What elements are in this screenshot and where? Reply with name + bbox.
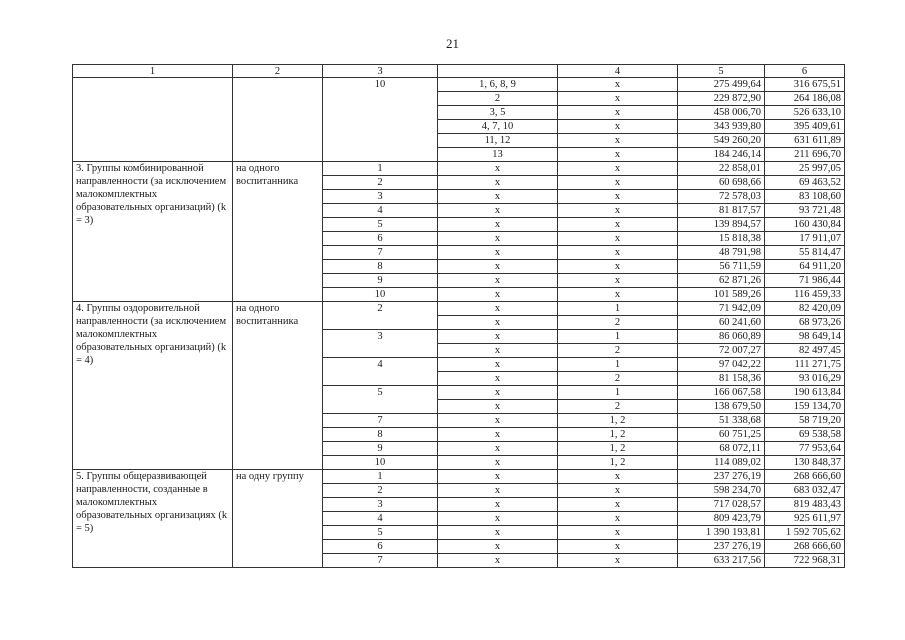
col4-cell: x: [558, 512, 678, 526]
table-row: [73, 162, 845, 176]
col5-value: 717 028,57: [678, 498, 765, 512]
subgroup-cell: x: [438, 162, 558, 176]
col6-value: 925 611,97: [765, 512, 845, 526]
level-cell: 8: [323, 428, 438, 442]
group-name-cell: [73, 78, 233, 162]
subgroup-cell: x: [438, 176, 558, 190]
header-cell-2: 2: [233, 65, 323, 78]
col6-value: 98 649,14: [765, 330, 845, 344]
level-cell: 9: [323, 274, 438, 288]
col4-cell: 1, 2: [558, 456, 678, 470]
col6-value: 83 108,60: [765, 190, 845, 204]
header-cell-1: 1: [73, 65, 233, 78]
subgroup-cell: x: [438, 386, 558, 400]
col4-cell: 2: [558, 400, 678, 414]
col5-value: 275 499,64: [678, 78, 765, 92]
col5-value: 114 089,02: [678, 456, 765, 470]
subgroup-cell: 11, 12: [438, 134, 558, 148]
col6-value: 25 997,05: [765, 162, 845, 176]
col5-value: 1 390 193,81: [678, 526, 765, 540]
header-cell-4: 4: [558, 65, 678, 78]
col6-value: 130 848,37: [765, 456, 845, 470]
subgroup-cell: 2: [438, 92, 558, 106]
subgroup-cell: x: [438, 428, 558, 442]
col6-value: 69 538,58: [765, 428, 845, 442]
table-row: [73, 78, 845, 92]
subgroup-cell: x: [438, 190, 558, 204]
page-number: 21: [446, 36, 459, 51]
col5-value: 343 939,80: [678, 120, 765, 134]
level-cell: 4: [323, 204, 438, 218]
subgroup-cell: x: [438, 344, 558, 358]
col6-value: 58 719,20: [765, 414, 845, 428]
unit-cell: на одного воспитанника: [233, 162, 323, 302]
unit-cell: на одного воспитанника: [233, 302, 323, 470]
col5-value: 184 246,14: [678, 148, 765, 162]
subgroup-cell: 4, 7, 10: [438, 120, 558, 134]
col6-value: 526 633,10: [765, 106, 845, 120]
level-cell: 2: [323, 302, 438, 330]
col5-value: 60 241,60: [678, 316, 765, 330]
level-cell: 5: [323, 386, 438, 414]
col5-value: 60 698,66: [678, 176, 765, 190]
subgroup-cell: x: [438, 218, 558, 232]
col5-value: 86 060,89: [678, 330, 765, 344]
group-name-cell: 5. Группы общеразвивающей направленности, созданные в малокомплектных образовательных организациях (k = 5): [73, 470, 233, 568]
col5-value: 237 276,19: [678, 470, 765, 484]
col6-value: 159 134,70: [765, 400, 845, 414]
col4-cell: x: [558, 134, 678, 148]
subgroup-cell: x: [438, 246, 558, 260]
col4-cell: 2: [558, 372, 678, 386]
col5-value: 15 818,38: [678, 232, 765, 246]
col4-cell: x: [558, 120, 678, 134]
col4-cell: 1: [558, 330, 678, 344]
subgroup-cell: x: [438, 512, 558, 526]
subgroup-cell: x: [438, 372, 558, 386]
col5-value: 633 217,56: [678, 554, 765, 568]
col6-value: 55 814,47: [765, 246, 845, 260]
col6-value: 316 675,51: [765, 78, 845, 92]
subgroup-cell: x: [438, 288, 558, 302]
col5-value: 229 872,90: [678, 92, 765, 106]
table-row: [73, 302, 845, 316]
col4-cell: x: [558, 106, 678, 120]
col5-value: 549 260,20: [678, 134, 765, 148]
col6-value: 160 430,84: [765, 218, 845, 232]
table-body: [73, 65, 845, 568]
col4-cell: x: [558, 484, 678, 498]
col4-cell: 1: [558, 358, 678, 372]
level-cell: 7: [323, 414, 438, 428]
col5-value: 101 589,26: [678, 288, 765, 302]
col4-cell: 1: [558, 302, 678, 316]
col5-value: 72 578,03: [678, 190, 765, 204]
col4-cell: 1, 2: [558, 414, 678, 428]
col6-value: 268 666,60: [765, 540, 845, 554]
col6-value: 395 409,61: [765, 120, 845, 134]
header-cell-5: 5: [678, 65, 765, 78]
subgroup-cell: x: [438, 358, 558, 372]
col6-value: 268 666,60: [765, 470, 845, 484]
level-cell: 8: [323, 260, 438, 274]
col5-value: 60 751,25: [678, 428, 765, 442]
table-row: [73, 470, 845, 484]
col4-cell: x: [558, 540, 678, 554]
subgroup-cell: x: [438, 554, 558, 568]
col5-value: 71 942,09: [678, 302, 765, 316]
subgroup-cell: x: [438, 442, 558, 456]
col4-cell: x: [558, 246, 678, 260]
col6-value: 116 459,33: [765, 288, 845, 302]
level-cell: 2: [323, 484, 438, 498]
col6-value: 82 420,09: [765, 302, 845, 316]
col4-cell: x: [558, 232, 678, 246]
col4-cell: x: [558, 554, 678, 568]
unit-cell: [233, 78, 323, 162]
col6-value: 111 271,75: [765, 358, 845, 372]
subgroup-cell: x: [438, 498, 558, 512]
subgroup-cell: x: [438, 484, 558, 498]
col6-value: 93 016,29: [765, 372, 845, 386]
header-cell-3b: [438, 65, 558, 78]
col5-value: 97 042,22: [678, 358, 765, 372]
level-cell: 10: [323, 456, 438, 470]
level-cell: 1: [323, 162, 438, 176]
col5-value: 138 679,50: [678, 400, 765, 414]
col4-cell: 2: [558, 316, 678, 330]
col5-value: 139 894,57: [678, 218, 765, 232]
col5-value: 62 871,26: [678, 274, 765, 288]
col6-value: 71 986,44: [765, 274, 845, 288]
col6-value: 64 911,20: [765, 260, 845, 274]
col6-value: 819 483,43: [765, 498, 845, 512]
subgroup-cell: x: [438, 302, 558, 316]
col4-cell: x: [558, 162, 678, 176]
col5-value: 598 234,70: [678, 484, 765, 498]
level-cell: 4: [323, 512, 438, 526]
col4-cell: x: [558, 470, 678, 484]
col5-value: 166 067,58: [678, 386, 765, 400]
col5-value: 809 423,79: [678, 512, 765, 526]
col6-value: 1 592 705,62: [765, 526, 845, 540]
col6-value: 190 613,84: [765, 386, 845, 400]
subgroup-cell: x: [438, 414, 558, 428]
col6-value: 69 463,52: [765, 176, 845, 190]
level-cell: 3: [323, 190, 438, 204]
level-cell: 1: [323, 470, 438, 484]
subgroup-cell: x: [438, 526, 558, 540]
col4-cell: x: [558, 526, 678, 540]
level-cell: 7: [323, 554, 438, 568]
col6-value: 82 497,45: [765, 344, 845, 358]
level-cell: 10: [323, 288, 438, 302]
col4-cell: x: [558, 218, 678, 232]
col6-value: 264 186,08: [765, 92, 845, 106]
col4-cell: 2: [558, 344, 678, 358]
col4-cell: x: [558, 148, 678, 162]
header-row: [73, 65, 845, 78]
subgroup-cell: x: [438, 260, 558, 274]
col6-value: 211 696,70: [765, 148, 845, 162]
col5-value: 51 338,68: [678, 414, 765, 428]
level-cell: 5: [323, 218, 438, 232]
unit-cell: на одну группу: [233, 470, 323, 568]
col4-cell: 1, 2: [558, 442, 678, 456]
col6-value: 17 911,07: [765, 232, 845, 246]
col4-cell: x: [558, 288, 678, 302]
col4-cell: 1, 2: [558, 428, 678, 442]
col4-cell: x: [558, 274, 678, 288]
col5-value: 22 858,01: [678, 162, 765, 176]
col6-value: 631 611,89: [765, 134, 845, 148]
col6-value: 68 973,26: [765, 316, 845, 330]
col5-value: 72 007,27: [678, 344, 765, 358]
col4-cell: x: [558, 92, 678, 106]
level-cell: 6: [323, 540, 438, 554]
subgroup-cell: x: [438, 232, 558, 246]
col5-value: 81 158,36: [678, 372, 765, 386]
level-cell: 3: [323, 330, 438, 358]
level-cell: 5: [323, 526, 438, 540]
col5-value: 68 072,11: [678, 442, 765, 456]
col6-value: 683 032,47: [765, 484, 845, 498]
level-cell: 3: [323, 498, 438, 512]
col4-cell: x: [558, 204, 678, 218]
col4-cell: x: [558, 260, 678, 274]
subgroup-cell: x: [438, 400, 558, 414]
subgroup-cell: x: [438, 330, 558, 344]
subgroup-cell: x: [438, 204, 558, 218]
subgroup-cell: x: [438, 456, 558, 470]
subgroup-cell: x: [438, 470, 558, 484]
subgroup-cell: x: [438, 274, 558, 288]
subgroup-cell: 1, 6, 8, 9: [438, 78, 558, 92]
tariff-table: [72, 64, 845, 568]
level-cell: 4: [323, 358, 438, 386]
level-cell: 9: [323, 442, 438, 456]
subgroup-cell: 13: [438, 148, 558, 162]
subgroup-cell: x: [438, 540, 558, 554]
col5-value: 81 817,57: [678, 204, 765, 218]
col6-value: 722 968,31: [765, 554, 845, 568]
col5-value: 458 006,70: [678, 106, 765, 120]
col5-value: 56 711,59: [678, 260, 765, 274]
subgroup-cell: x: [438, 316, 558, 330]
col4-cell: x: [558, 176, 678, 190]
col4-cell: x: [558, 78, 678, 92]
col6-value: 93 721,48: [765, 204, 845, 218]
subgroup-cell: 3, 5: [438, 106, 558, 120]
group-name-cell: 4. Группы оздоровительной направленности (за исключением малокомплектных образовательных организаций) (k = 4): [73, 302, 233, 470]
col6-value: 77 953,64: [765, 442, 845, 456]
col4-cell: 1: [558, 386, 678, 400]
col5-value: 237 276,19: [678, 540, 765, 554]
level-cell: 10: [323, 78, 438, 162]
level-cell: 2: [323, 176, 438, 190]
col4-cell: x: [558, 190, 678, 204]
group-name-cell: 3. Группы комбинированной направленности (за исключением малокомплектных образовательных организаций) (k = 3): [73, 162, 233, 302]
col5-value: 48 791,98: [678, 246, 765, 260]
header-cell-6: 6: [765, 65, 845, 78]
col4-cell: x: [558, 498, 678, 512]
level-cell: 6: [323, 232, 438, 246]
level-cell: 7: [323, 246, 438, 260]
header-cell-3: 3: [323, 65, 438, 78]
